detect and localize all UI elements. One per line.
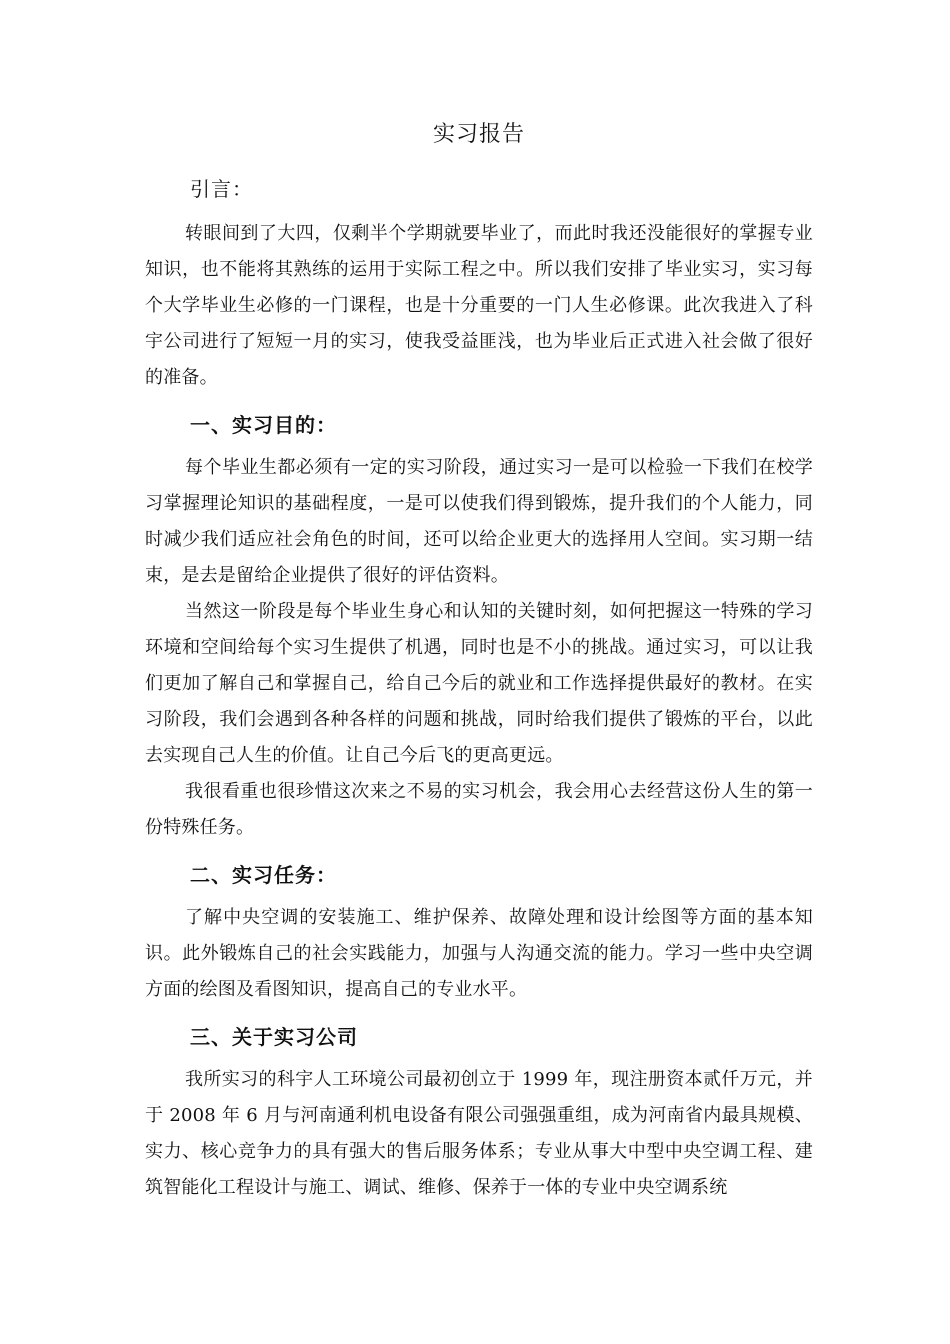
section-purpose-paragraph-2: 当然这一阶段是每个毕业生身心和认知的关键时刻，如何把握这一特殊的学习环境和空间给每个实习生提供了机遇，同时也是不小的挑战。通过实习，可以让我们更加了解自己和掌握自己，给自己今后的就业和工作选择提供最好的教材。在实习阶段，我们会遇到各种各样的问题和挑战，同时给我们提供了锻炼的平台，以此去实现自己人生的价值。让自己今后飞的更高更远。 — [145, 601, 813, 766]
report-body — [145, 118, 813, 1206]
section-company-paragraph: 我所实习的科宇人工环境公司最初创立于 1999 年，现注册资本贰仟万元，并于 2008 年 6 月与河南通利机电设备有限公司强强重组，成为河南省内最具规模、实力、核心竞争力的具有强大的售后服务体系；专业从事大中型中央空调工程、建筑智能化工程设计与施工、调试、维修、保养于一体的专业中央空调系统 — [145, 1069, 813, 1198]
section-purpose-heading: 一、实习目的： — [190, 413, 337, 437]
intro-paragraph: 转眼间到了大四，仅剩半个学期就要毕业了，而此时我还没能很好的掌握专业知识，也不能将其熟练的运用于实际工程之中。所以我们安排了毕业实习，实习每个大学毕业生必修的一门课程，也是十分重要的一门人生必修课。此次我进入了科宇公司进行了短短一月的实习，使我受益匪浅，也为毕业后正式进入社会做了很好的准备。 — [145, 223, 813, 388]
section-company-heading: 三、关于实习公司 — [190, 1025, 358, 1049]
report-title: 实习报告 — [432, 122, 525, 147]
section-purpose-paragraph-3: 我很看重也很珍惜这次来之不易的实习机会，我会用心去经营这份人生的第一份特殊任务。 — [145, 781, 813, 838]
section-purpose-paragraph-1: 每个毕业生都必须有一定的实习阶段，通过实习一是可以检验一下我们在校学习掌握理论知识的基础程度，一是可以使我们得到锻炼，提升我们的个人能力，同时减少我们适应社会角色的时间，还可以给企业更大的选择用人空间。实习期一结束，是去是留给企业提供了很好的评估资料。 — [145, 457, 813, 586]
section-spacer — [145, 846, 813, 858]
section-task-paragraph: 了解中央空调的安装施工、维护保养、故障处理和设计绘图等方面的基本知识。此外锻炼自己的社会实践能力，加强与人沟通交流的能力。学习一些中央空调方面的绘图及看图知识，提高自己的专业水平。 — [145, 907, 813, 1000]
section-spacer — [145, 396, 813, 408]
section-task-heading: 二、实习任务： — [190, 863, 337, 887]
intro-heading: 引言： — [190, 177, 253, 201]
section-spacer — [145, 1008, 813, 1020]
